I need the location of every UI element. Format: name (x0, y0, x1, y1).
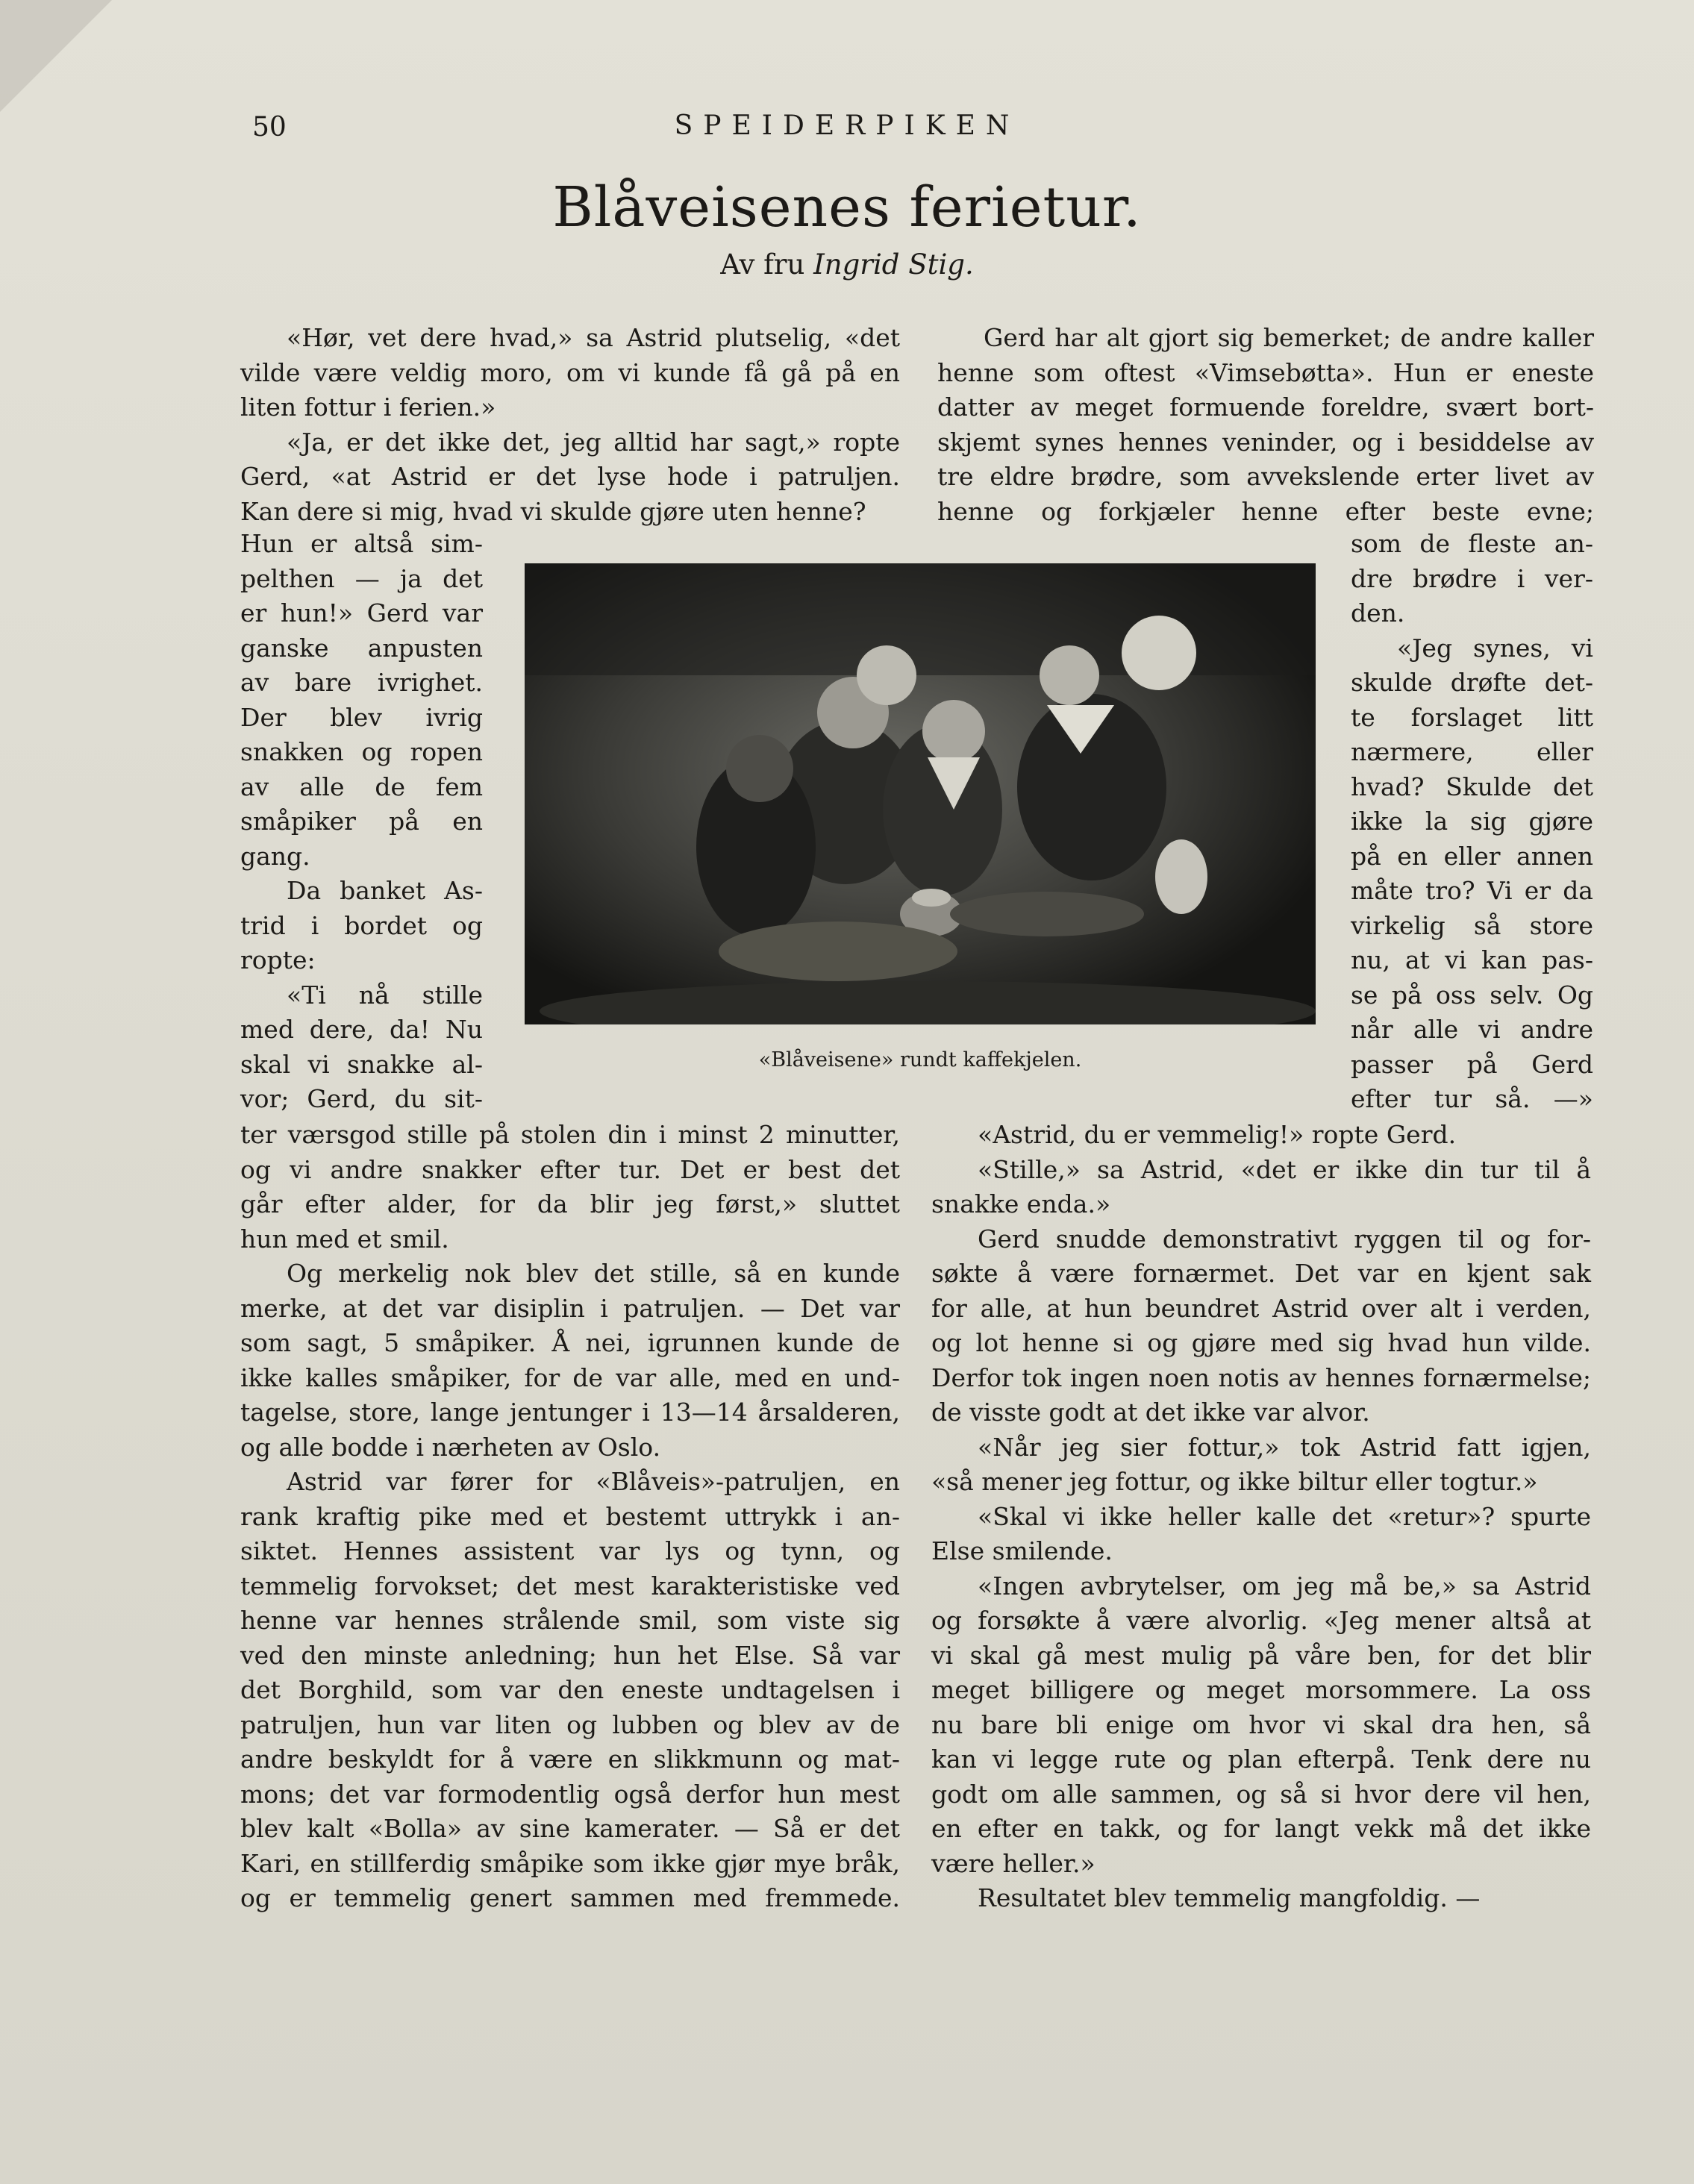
text-line: henne som oftest «Vimsebøtta». Hun er eneste (937, 357, 1594, 387)
text-line: måte tro? Vi er da (1351, 876, 1593, 905)
text-line: er hun!» Gerd var (240, 598, 483, 628)
text-line: og er temmelig genert sammen med fremmede. (240, 1883, 900, 1912)
text-line: være heller.» (931, 1848, 1096, 1878)
text-line: andre beskyldt for å være en slikkmunn og mat- (240, 1745, 900, 1774)
text-line: ved den minste anledning; hun het Else. Så var (240, 1640, 900, 1670)
photo-image (525, 563, 1316, 1024)
text-line: te forslaget litt (1351, 702, 1593, 732)
text-line: snakke enda.» (931, 1189, 1111, 1218)
text-line: som sagt, 5 småpiker. Å nei, igrunnen kunde de (240, 1328, 900, 1357)
text-line: meget billigere og meget morsommere. La oss (931, 1675, 1591, 1704)
text-line: tagelse, store, lange jentunger i 13—14 årsalderen, (240, 1398, 900, 1427)
text-line: «Astrid, du er vemmelig!» ropte Gerd. (978, 1120, 1457, 1149)
text-line: Kari, en stillferdig småpike som ikke gjør mye bråk, (240, 1848, 900, 1878)
text-line: av bare ivrighet. (240, 668, 483, 697)
text-line: nu, at vi kan pas- (1351, 945, 1593, 974)
text-line: på en eller annen (1351, 841, 1593, 871)
text-line: Gerd snudde demonstrativt ryggen til og for- (978, 1224, 1591, 1254)
text-line: henne og forkjæler henne efter beste evne; (937, 496, 1594, 526)
text-line: hun med et smil. (240, 1224, 449, 1254)
text-line: «Ingen avbrytelser, om jeg må be,» sa Astrid (978, 1571, 1591, 1601)
text-line: gang. (240, 841, 310, 871)
text-line: dre brødre i ver- (1351, 563, 1593, 593)
text-line: datter av meget formuende foreldre, svært bort- (937, 392, 1594, 422)
text-line: og alle bodde i nærheten av Oslo. (240, 1432, 661, 1462)
text-line: ropte: (240, 945, 316, 974)
text-line: Gerd har alt gjort sig bemerket; de andre kaller (984, 323, 1594, 352)
text-line: patruljen, hun var liten og lubben og blev av de (240, 1709, 900, 1739)
text-line: med dere, da! Nu (240, 1015, 483, 1044)
text-line: vilde være veldig moro, om vi kunde få gå på en (240, 357, 900, 387)
text-line: «Hør, vet dere hvad,» sa Astrid plutselig, «det (287, 323, 900, 352)
text-line: når alle vi andre (1351, 1015, 1593, 1044)
text-line: de visste godt at det ikke var alvor. (931, 1398, 1370, 1427)
text-line: siktet. Hennes assistent var lys og tynn, og (240, 1536, 900, 1565)
text-line: «Jeg synes, vi (1397, 633, 1593, 663)
text-line: skal vi snakke al- (240, 1049, 483, 1079)
text-line: skjemt synes hennes veninder, og i besiddelse av (937, 427, 1594, 457)
photo-girls-around-kettle (525, 563, 1316, 1024)
text-line: søkte å være fornærmet. Det var en kjent sak (931, 1259, 1591, 1288)
text-line: snakken og ropen (240, 737, 483, 766)
text-line: Else smilende. (931, 1536, 1113, 1565)
text-line: Og merkelig nok blev det stille, så en kunde (287, 1259, 900, 1288)
text-line: «Skal vi ikke heller kalle det «retur»? spurte (978, 1501, 1591, 1531)
text-line: nu bare bli enige om hvor vi skal dra hen, så (931, 1709, 1591, 1739)
text-line: godt om alle sammen, og så si hvor dere vil hen, (931, 1779, 1591, 1809)
text-line: vi skal gå mest mulig på våre ben, for det blir (931, 1640, 1591, 1670)
text-line: nærmere, eller (1351, 737, 1593, 766)
text-line: skulde drøfte det- (1351, 668, 1593, 697)
text-line: vor; Gerd, du sit- (240, 1084, 483, 1113)
text-line: tre eldre brødre, som avvekslende erter livet av (937, 462, 1594, 491)
text-line: se på oss selv. Og (1351, 980, 1593, 1010)
text-line: Resultatet blev temmelig mangfoldig. — (978, 1883, 1481, 1912)
text-line: for alle, at hun beundret Astrid over alt i verden, (931, 1293, 1591, 1323)
byline (0, 248, 1694, 281)
text-line: av alle de fem (240, 772, 483, 801)
text-line: pelthen — ja det (240, 563, 483, 593)
text-line: efter tur så. —» (1351, 1084, 1593, 1113)
text-line: ikke la sig gjøre (1351, 807, 1593, 836)
page-number: 50 (252, 112, 287, 143)
text-line: en efter en takk, og for langt vekk må det ikke (931, 1814, 1591, 1843)
text-line: Da banket As- (287, 876, 483, 905)
text-line: ganske anpusten (240, 633, 483, 663)
folded-corner (0, 0, 112, 112)
text-line: og forsøkte å være alvorlig. «Jeg mener altså at (931, 1606, 1591, 1635)
text-line: Derfor tok ingen noen notis av hennes fornærmelse; (931, 1362, 1591, 1392)
text-line: «så mener jeg fottur, og ikke biltur eller togtur.» (931, 1467, 1538, 1496)
text-line: kan vi legge rute og plan efterpå. Tenk dere nu (931, 1745, 1591, 1774)
text-line: som de fleste an- (1351, 529, 1593, 558)
text-line: henne var hennes strålende smil, som viste sig (240, 1606, 900, 1635)
text-line: «Stille,» sa Astrid, «det er ikke din tur til å (978, 1154, 1591, 1184)
running-title: SPEIDERPIKEN (674, 110, 1020, 141)
text-line: ikke kalles småpiker, for de var alle, med en und- (240, 1362, 900, 1392)
text-line: hvad? Skulde det (1351, 772, 1593, 801)
text-line: Der blev ivrig (240, 702, 483, 732)
text-line: Astrid var fører for «Blåveis»-patruljen, en (287, 1467, 900, 1496)
text-line: temmelig forvokset; det mest karakteristiske ved (240, 1571, 900, 1601)
text-line: Kan dere si mig, hvad vi skulde gjøre uten henne? (240, 496, 866, 526)
text-line: passer på Gerd (1351, 1049, 1593, 1079)
text-line: den. (1351, 598, 1405, 628)
text-line: «Ti nå stille (287, 980, 483, 1010)
text-line: liten fottur i ferien.» (240, 392, 496, 422)
text-line: det Borghild, som var den eneste undtagelsen i (240, 1675, 900, 1704)
text-line: Gerd, «at Astrid er det lyse hode i patruljen. (240, 462, 900, 491)
byline-prefix: Av fru (720, 248, 805, 281)
text-line: og vi andre snakker efter tur. Det er best det (240, 1154, 900, 1184)
article-title: Blåveisenes ferietur. (552, 175, 1142, 240)
text-line: ter værsgod stille på stolen din i minst 2 minutter, (240, 1120, 900, 1149)
figure-caption: «Blåveisene» rundt kaffekjelen. (758, 1048, 1082, 1071)
text-line: blev kalt «Bolla» av sine kamerater. — Så er det (240, 1814, 900, 1843)
text-line: virkelig så store (1351, 910, 1593, 940)
text-line: trid i bordet og (240, 910, 483, 940)
byline-author: Ingrid Stig. (813, 248, 974, 281)
text-line: «Når jeg sier fottur,» tok Astrid fatt igjen, (978, 1432, 1591, 1462)
text-line: rank kraftig pike med et bestemt uttrykk i an- (240, 1501, 900, 1531)
text-line: «Ja, er det ikke det, jeg alltid har sagt,» ropte (287, 427, 900, 457)
text-line: småpiker på en (240, 807, 483, 836)
text-line: og lot henne si og gjøre med sig hvad hun vilde. (931, 1328, 1591, 1357)
text-line: Hun er altså sim- (240, 529, 483, 558)
text-line: mons; det var formodentlig også derfor hun mest (240, 1779, 900, 1809)
text-line: merke, at det var disiplin i patruljen. — Det var (240, 1293, 900, 1323)
text-line: går efter alder, for da blir jeg først,» sluttet (240, 1189, 900, 1218)
